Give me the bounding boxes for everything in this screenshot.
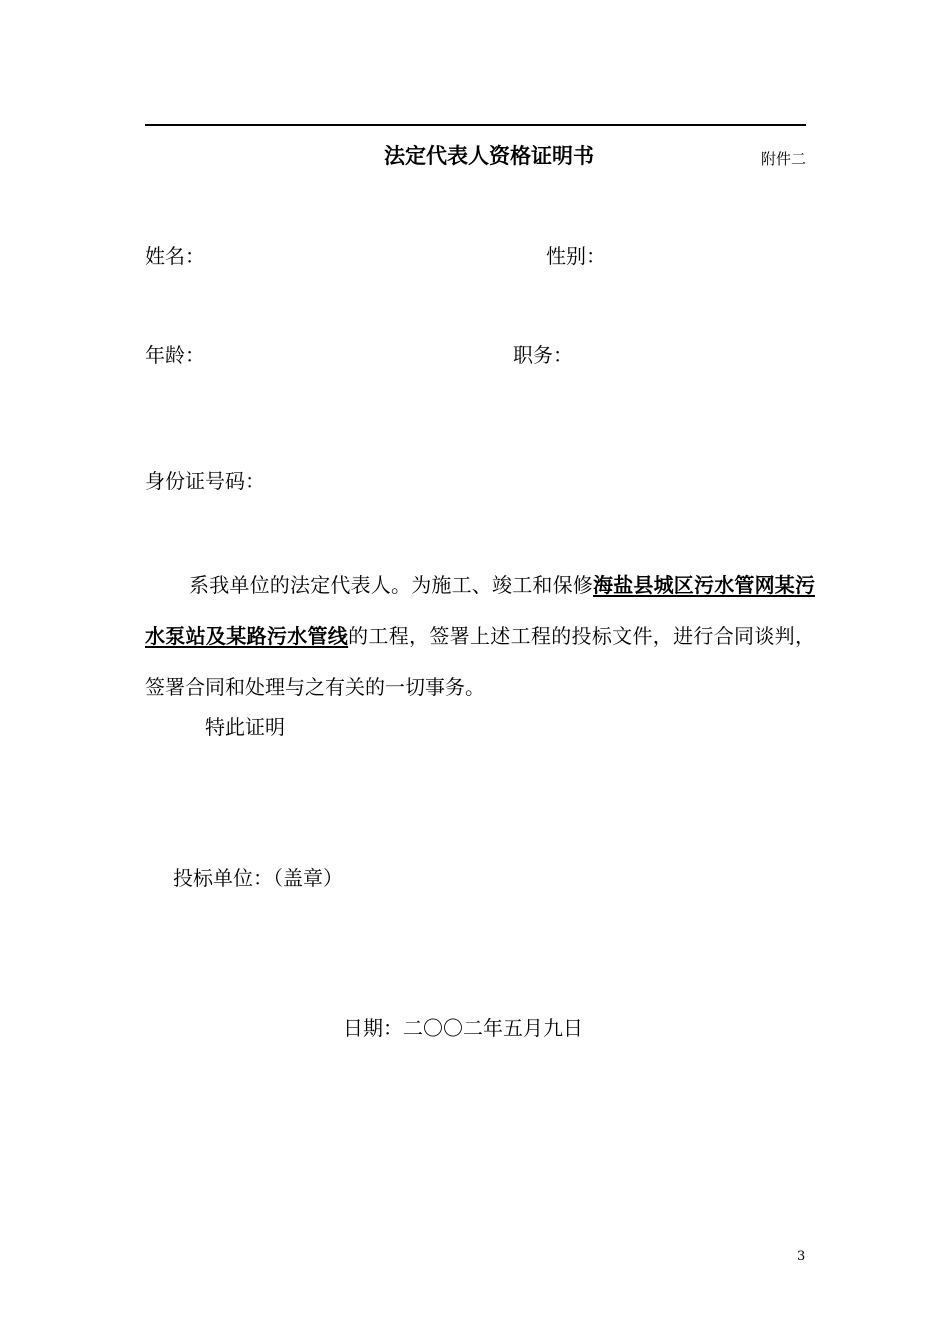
position-field-label: 职务： — [513, 343, 573, 367]
name-field-label: 姓名： — [145, 244, 205, 268]
certification-paragraph — [145, 560, 815, 713]
project-name: 海盐县城区污水管网某污水泵站及某路污水管线 — [145, 573, 815, 648]
body-text-part1: 系我单位的法定代表人。为施工、竣工和保修 — [189, 573, 593, 597]
date-line: 日期：二〇〇二年五月九日 — [343, 1016, 583, 1040]
attachment-label: 附件二 — [760, 150, 806, 168]
gender-field-label: 性别： — [546, 244, 606, 268]
document-title: 法定代表人资格证明书 — [384, 143, 594, 168]
closing-statement: 特此证明 — [205, 715, 285, 739]
age-field-label: 年龄： — [145, 343, 205, 367]
page-number: 3 — [797, 1249, 806, 1264]
id-number-field-label: 身份证号码： — [145, 469, 265, 493]
body-text-part2: 的工程，签署上述工程的投标文件，进行合同谈判，签署合同和处理与之有关的一切事务。 — [145, 624, 815, 699]
bidder-seal-label: 投标单位：（盖章） — [173, 866, 343, 890]
header-rule — [145, 124, 806, 126]
